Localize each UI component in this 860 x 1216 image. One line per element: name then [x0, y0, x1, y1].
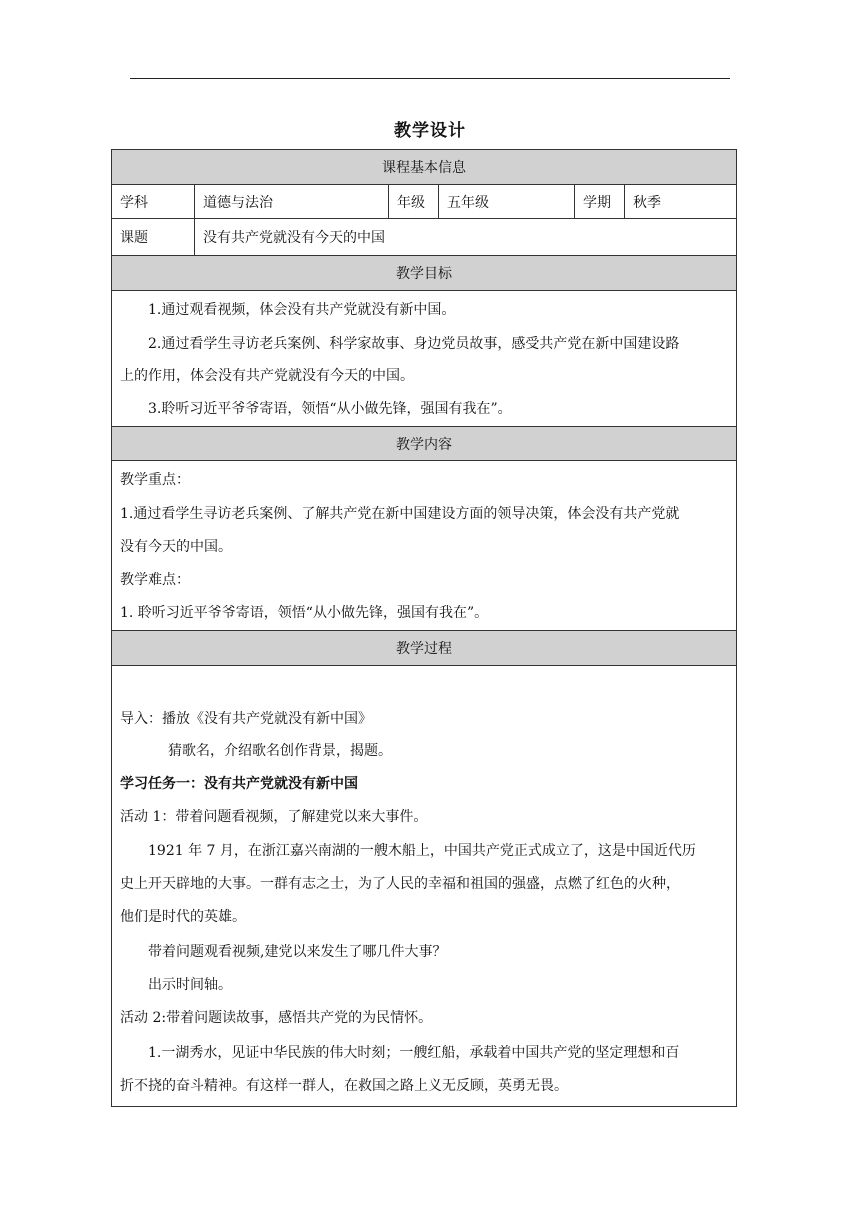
para2-line-2: 折不挠的奋斗精神。有这样一群人，在救国之路上义无反顾，英勇无畏。 — [120, 1078, 568, 1094]
info-row — [112, 185, 736, 219]
term-label-cell — [575, 185, 625, 218]
grade-label: 年级 — [397, 194, 425, 211]
subject-label-cell — [112, 185, 195, 218]
basic-info-header-label: 课程基本信息 — [382, 160, 466, 176]
task1-title: 学习任务一：没有共产党就没有新中国 — [120, 776, 358, 792]
process-body — [112, 666, 736, 1106]
difficulty-label: 教学难点： — [120, 572, 190, 588]
para1-line-2: 史上开天辟地的大事。一群有志之士，为了人民的幸福和祖国的强盛，点燃了红色的火种， — [120, 876, 680, 892]
subject-value-cell — [195, 185, 389, 218]
goals-body — [112, 291, 736, 427]
goal-line-3: 上的作用，体会没有共产党就没有今天的中国。 — [120, 368, 414, 384]
grade-value: 五年级 — [447, 194, 489, 211]
grade-label-cell — [389, 185, 439, 218]
activity1-line: 活动 1：带着问题看视频，了解建党以来大事件。 — [120, 809, 428, 825]
top-rule — [130, 78, 730, 79]
para2-line-1: 1.一湖秀水，见证中华民族的伟大时刻；一艘红船，承载着中国共产党的坚定理想和百 — [148, 1045, 680, 1061]
term-value: 秋季 — [633, 194, 661, 211]
goal-line-2: 2.通过看学生寻访老兵案例、科学家故事、身边党员故事，感受共产党在新中国建设路 — [148, 336, 680, 352]
goals-header — [112, 256, 736, 291]
document-title: 教学设计 — [394, 121, 466, 141]
topic-value-cell — [195, 219, 736, 255]
topic-label-cell — [112, 219, 195, 255]
basic-info-header — [112, 150, 736, 185]
goal-line-1: 1.通过观看视频，体会没有共产党就没有新中国。 — [148, 302, 456, 318]
activity2-line: 活动 2:带着问题读故事，感悟共产党的为民情怀。 — [120, 1010, 433, 1026]
term-label: 学期 — [583, 194, 611, 211]
question-line: 带着问题观看视频,建党以来发生了哪几件大事？ — [148, 944, 447, 960]
goal-line-4: 3.聆听习近平爷爷寄语，领悟“从小做先锋，强国有我在”。 — [148, 401, 512, 417]
topic-value: 没有共产党就没有今天的中国 — [203, 230, 385, 246]
key-point-line-1: 1.通过看学生寻访老兵案例、了解共产党在新中国建设方面的领导决策，体会没有共产党就 — [120, 506, 680, 522]
content-header-label: 教学内容 — [396, 436, 452, 453]
intro-line: 导入：播放《没有共产党就没有新中国》 — [120, 711, 372, 727]
subject-value: 道德与法治 — [203, 194, 273, 211]
topic-row — [112, 219, 736, 256]
process-header — [112, 631, 736, 666]
para1-line-1: 1921 年 7 月，在浙江嘉兴南湖的一艘木船上，中国共产党正式成立了，这是中国近代历 — [148, 843, 696, 859]
topic-label: 课题 — [120, 230, 148, 246]
timeline-line: 出示时间轴。 — [148, 977, 232, 993]
goals-header-label: 教学目标 — [396, 266, 452, 282]
lesson-plan-table — [111, 149, 737, 1107]
content-body — [112, 461, 736, 631]
key-point-line-2: 没有今天的中国。 — [120, 539, 232, 555]
difficulty-line: 1. 聆听习近平爷爷寄语，领悟“从小做先锋，强国有我在”。 — [120, 605, 489, 621]
subject-label: 学科 — [120, 194, 148, 211]
term-value-cell — [625, 185, 736, 218]
grade-value-cell — [439, 185, 575, 218]
content-header — [112, 427, 736, 461]
para1-line-3: 他们是时代的英雄。 — [120, 909, 246, 925]
process-header-label: 教学过程 — [396, 641, 452, 657]
key-points-label: 教学重点： — [120, 472, 190, 488]
intro-sub-line: 猜歌名，介绍歌名创作背景，揭题。 — [168, 743, 392, 759]
